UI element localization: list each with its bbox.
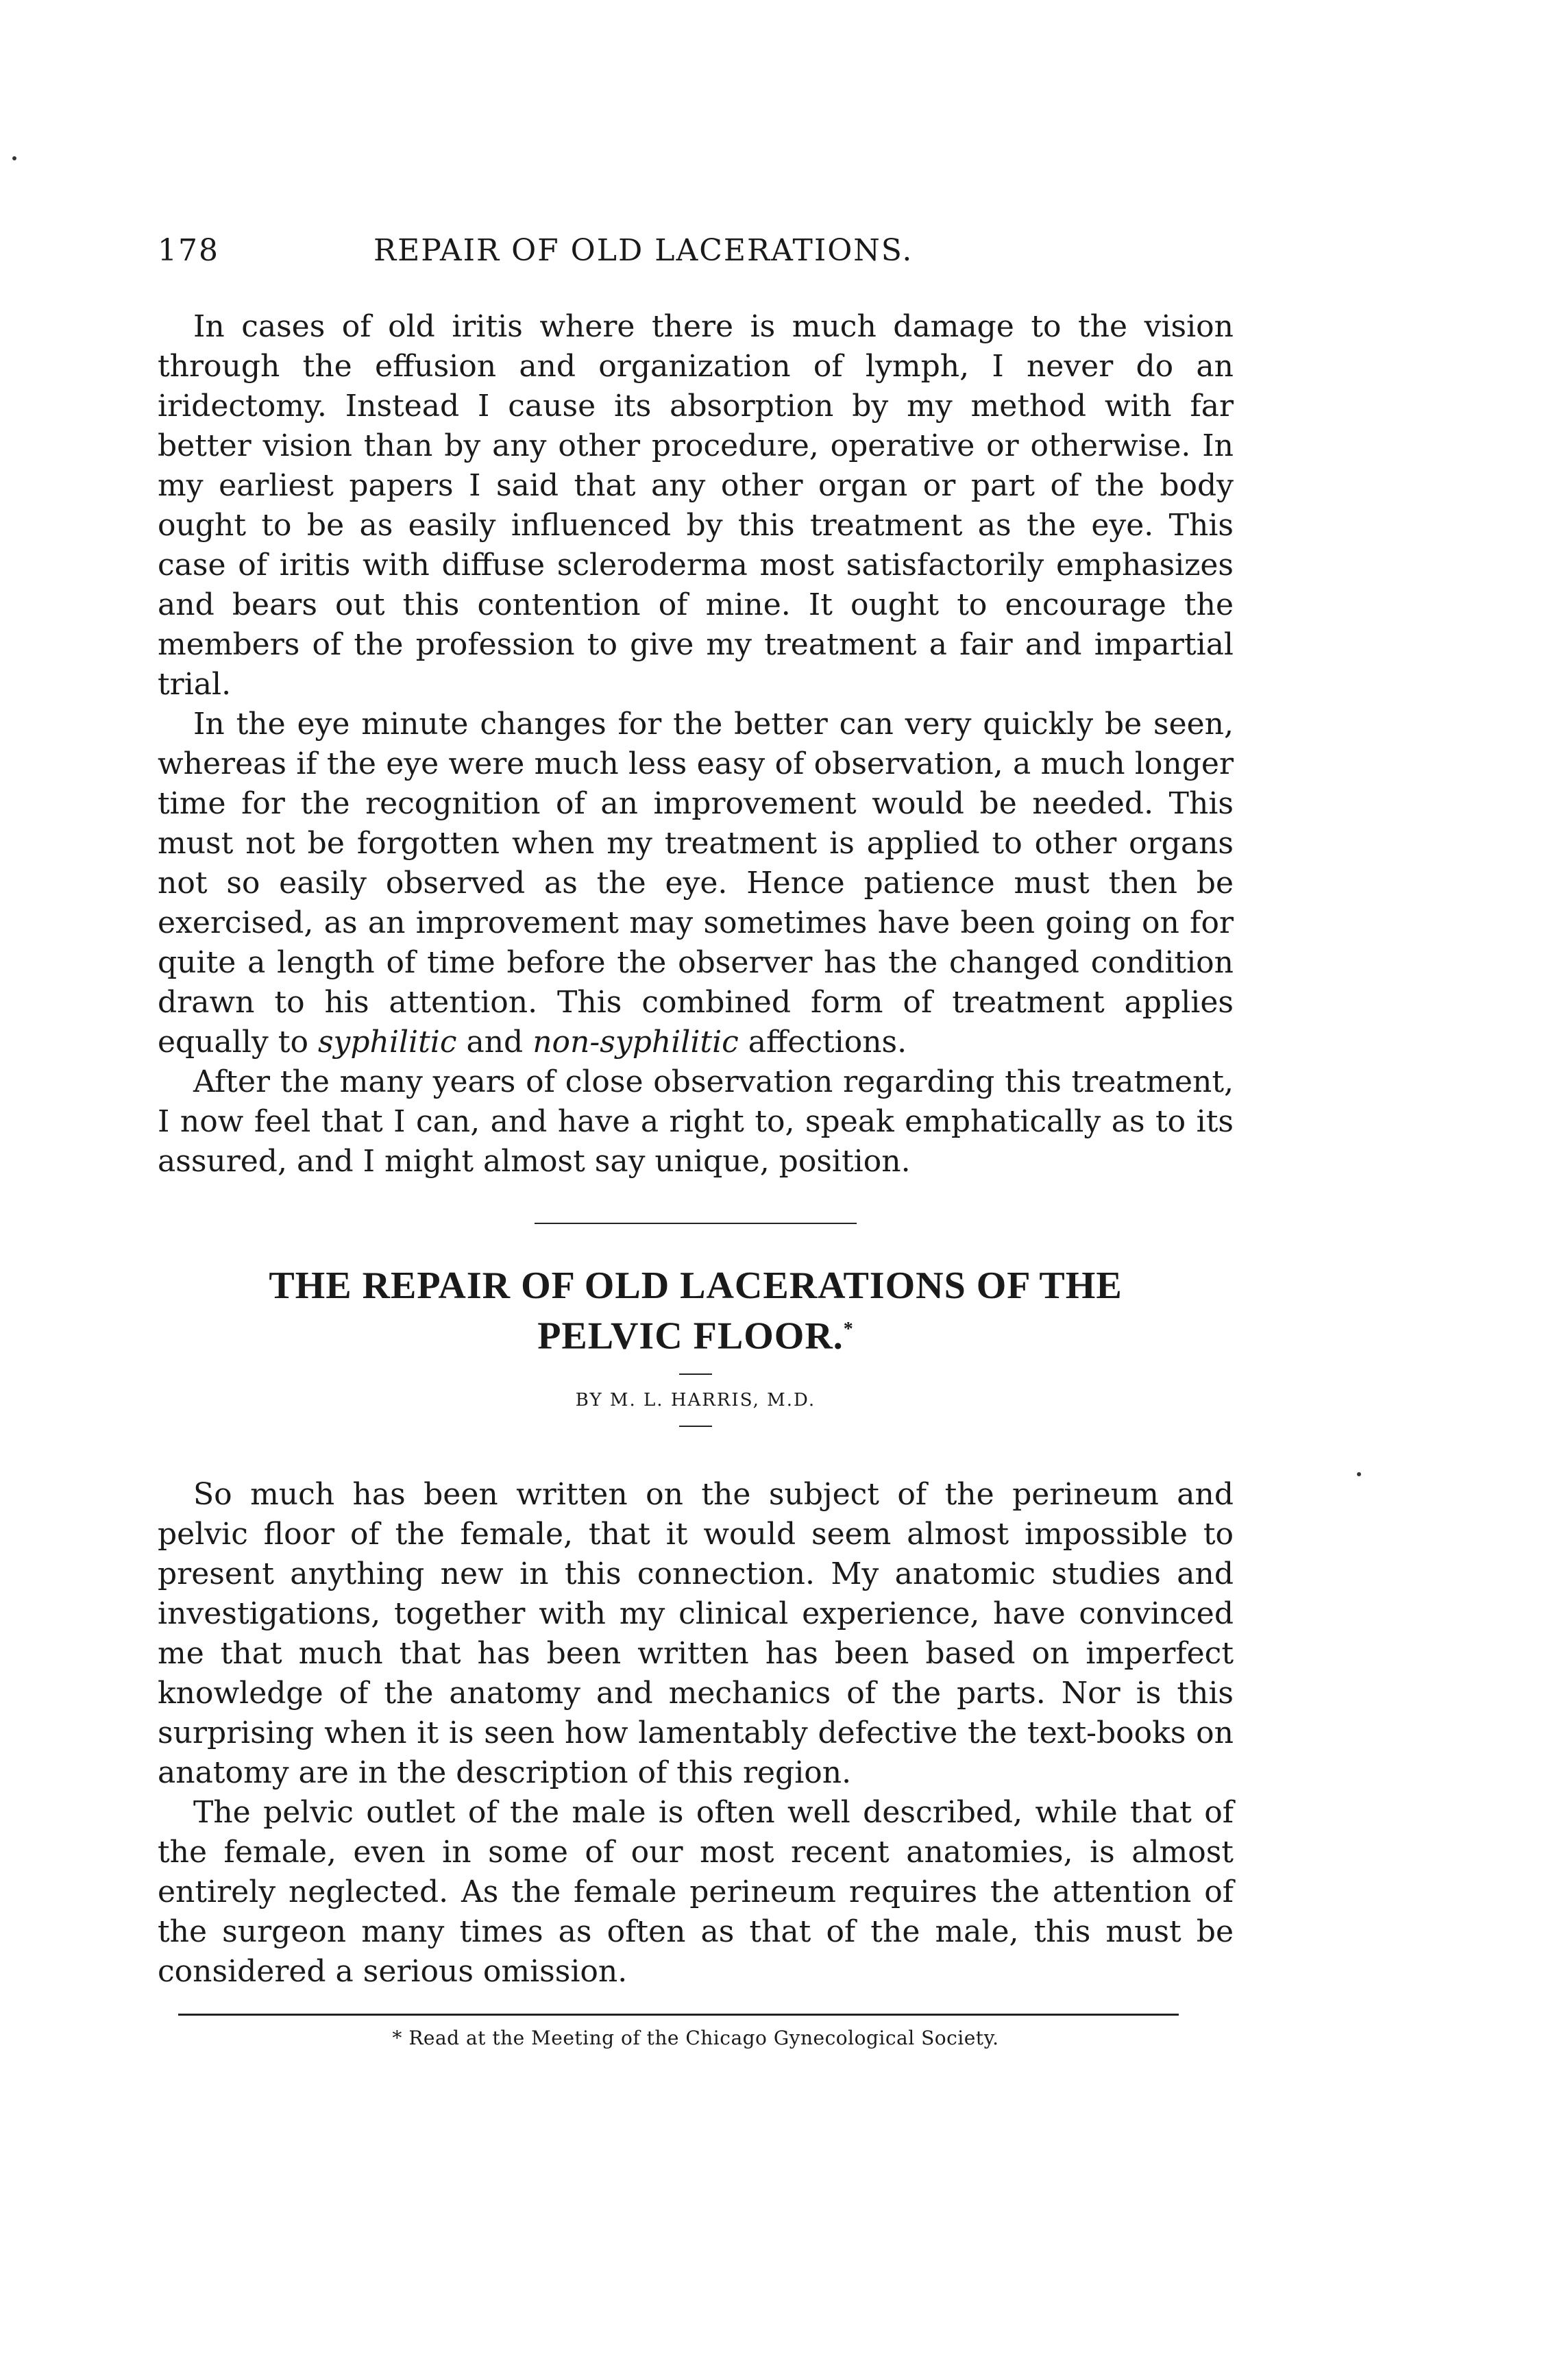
footnote: * Read at the Meeting of the Chicago Gynecological Society. xyxy=(392,2026,999,2049)
page-number: 178 xyxy=(158,233,219,268)
paragraph xyxy=(158,705,1234,1062)
section-divider xyxy=(535,1223,857,1224)
footnote-marker: * xyxy=(843,1319,854,1340)
paragraph: After the many years of close observation regarding this treatment, I now feel that I can, and have a right to, speak emphatically as to its assured, and I might almost say unique, position. xyxy=(158,1064,1234,1179)
previous-article-body xyxy=(158,307,1234,1182)
italic-term: syphilitic xyxy=(317,1025,457,1060)
article-title-line2: PELVIC FLOOR. xyxy=(537,1315,844,1358)
article-title-line1: THE REPAIR OF OLD LACERATIONS OF THE xyxy=(269,1265,1123,1307)
paragraph: The pelvic outlet of the male is often well described, while that of the female, even in some of our most recent anatomies, is almost entirely neglected. As the female perineum requires the attention of the surgeon many times as often as that of the male, this must be considered a serious omission. xyxy=(158,1794,1234,1989)
running-head-title: REPAIR OF OLD LACERATIONS. xyxy=(373,233,914,268)
article-body xyxy=(158,1475,1234,1992)
paragraph: So much has been written on the subject of the perineum and pelvic floor of the female, that it would seem almost impossible to present anything new in this connection. My anatomic studies and investigations, together with my clinical experience, have convinced me that much that has been written has been based on imperfect knowledge of the anatomy and mechanics of the parts. Nor is this surprising when it is seen how lamentably defective the text-books on anatomy are in the description of this region. xyxy=(158,1476,1234,1790)
margin-speck xyxy=(1357,1472,1361,1476)
title-rule xyxy=(679,1373,712,1375)
italic-term: non-syphilitic xyxy=(532,1025,739,1060)
article-title xyxy=(158,1264,1234,1358)
footnote-rule xyxy=(178,2014,1179,2016)
paragraph-text: In the eye minute changes for the better can very quickly be seen, whereas if the eye were much less easy of observation, a much longer time for the recognition of an improvement would be needed. This must not be forgotten when my treatment is applied to other organs not so easily observed as the eye. Hence patience must then be exercised, as an improvement may sometimes have been going on for quite a length of time before the observer has the changed condition drawn to his attention. This combined form of treatment applies equally to xyxy=(158,707,1234,1060)
conjunction: and xyxy=(456,1025,533,1060)
running-head xyxy=(158,233,1234,274)
paragraph: In cases of old iritis where there is much damage to the vision through the effusion and organization of lymph, I never do an iridectomy. Instead I cause its absorption by my method with far better vision than by any other procedure, operative or otherwise. In my earliest papers I said that any other organ or part of the body ought to be as easily influenced by this treatment as the eye. This case of iritis with diffuse scleroderma most satisfactorily emphasizes and bears out this contention of mine. It ought to encourage the members of the profession to give my treatment a fair and impartial trial. xyxy=(158,309,1234,702)
paragraph-end: affections. xyxy=(738,1025,907,1060)
page-content xyxy=(158,233,1234,2049)
byline: BY M. L. HARRIS, M.D. xyxy=(575,1389,816,1410)
margin-speck xyxy=(12,156,16,160)
byline-rule xyxy=(679,1426,712,1427)
